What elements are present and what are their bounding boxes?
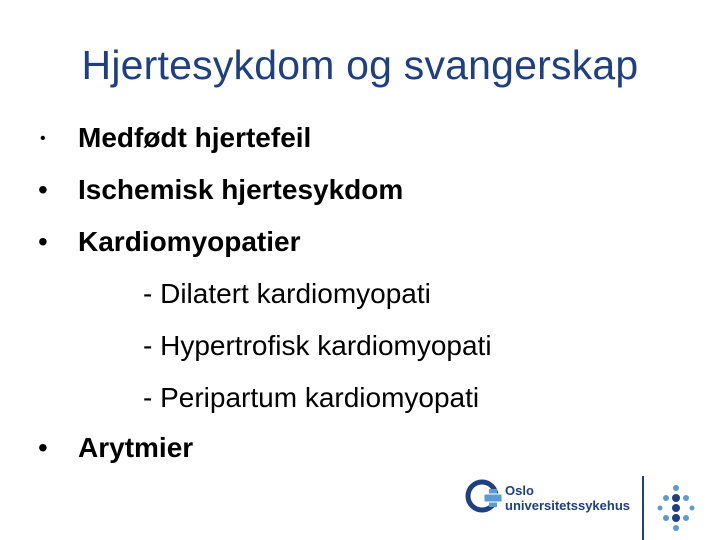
logo-text xyxy=(505,483,630,513)
sub-item xyxy=(0,378,700,418)
bullet-item xyxy=(0,222,700,262)
cross-logo-icon xyxy=(464,478,504,518)
bullet-marker: • xyxy=(38,226,48,257)
logo-line-2: universitetssykehus xyxy=(505,498,631,513)
hospital-logo xyxy=(464,476,704,524)
bullet-marker: • xyxy=(40,130,46,147)
sub-item-text: - Dilatert kardiomyopati xyxy=(143,278,431,309)
bullet-marker: • xyxy=(38,432,48,463)
logo-divider xyxy=(642,476,644,540)
slide-title: Hjertesykdom og svangerskap xyxy=(81,42,639,88)
bullet-item xyxy=(0,428,700,468)
bullet-item xyxy=(0,170,700,210)
logo-line-1: Oslo xyxy=(505,483,534,498)
dots-pattern-icon xyxy=(656,484,696,532)
sub-item xyxy=(0,274,700,314)
sub-item-text: - Peripartum kardiomyopati xyxy=(143,382,480,413)
bullet-text: Ischemisk hjertesykdom xyxy=(78,174,404,205)
bullet-text: Medfødt hjertefeil xyxy=(78,122,312,153)
bullet-text: Arytmier xyxy=(78,432,194,463)
bullet-marker: • xyxy=(38,174,48,205)
bullet-text: Kardiomyopatier xyxy=(78,226,301,257)
sub-item xyxy=(0,326,700,366)
bullet-item xyxy=(0,118,700,158)
sub-item-text: - Hypertrofisk kardiomyopati xyxy=(143,330,492,361)
